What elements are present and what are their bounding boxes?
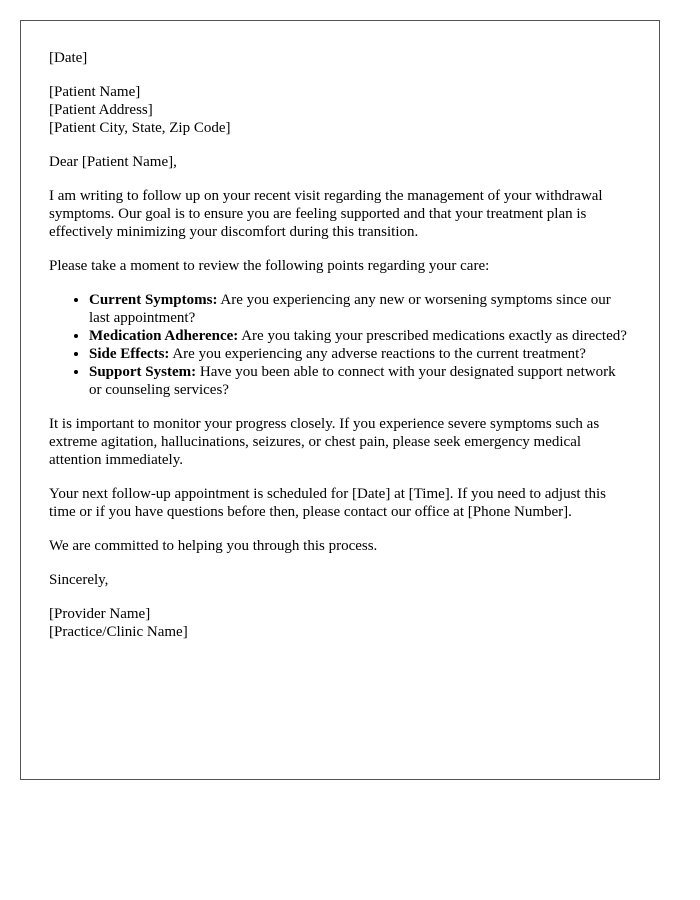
list-item xyxy=(89,291,631,327)
list-item xyxy=(89,345,631,363)
point-text: Are you experiencing any new or worsening symptoms since our last appointment? xyxy=(89,292,611,326)
point-label: Support System: xyxy=(89,364,197,380)
patient-city-state-zip: [Patient City, State, Zip Code] xyxy=(49,120,231,136)
list-item xyxy=(89,363,631,399)
appointment-paragraph: Your next follow-up appointment is scheduled for [Date] at [Time]. If you need to adjust this time or if you have questions before then, please contact our office at [Phone Number]. xyxy=(49,486,606,520)
intro-paragraph: I am writing to follow up on your recent visit regarding the management of your withdrawal symptoms. Our goal is to ensure you are feeling supported and that your treatment plan is effectively minimizing your discomfort during this transition. xyxy=(49,188,603,240)
practice-name: [Practice/Clinic Name] xyxy=(49,624,188,640)
point-label: Side Effects: xyxy=(89,346,170,362)
letter-date: [Date] xyxy=(49,50,88,66)
point-text: Are you taking your prescribed medications exactly as directed? xyxy=(238,328,627,344)
patient-address-block xyxy=(49,83,631,137)
point-label: Medication Adherence: xyxy=(89,328,239,344)
salutation: Dear [Patient Name], xyxy=(49,154,177,170)
point-label: Current Symptoms: xyxy=(89,292,218,308)
provider-name: [Provider Name] xyxy=(49,606,151,622)
closing: Sincerely, xyxy=(49,572,109,588)
list-item xyxy=(89,327,631,345)
patient-address: [Patient Address] xyxy=(49,102,153,118)
patient-name: [Patient Name] xyxy=(49,84,141,100)
letter-document xyxy=(20,20,660,780)
care-points-list xyxy=(49,291,631,399)
point-text: Have you been able to connect with your designated support network or counseling services? xyxy=(89,364,616,398)
signature-block xyxy=(49,605,631,641)
monitoring-paragraph: It is important to monitor your progress closely. If you experience severe symptoms such as extreme agitation, hallucinations, seizures, or chest pain, please seek emergency medical attention immediately. xyxy=(49,416,600,468)
review-prompt: Please take a moment to review the following points regarding your care: xyxy=(49,258,490,274)
point-text: Are you experiencing any adverse reactions to the current treatment? xyxy=(169,346,586,362)
commitment-paragraph: We are committed to helping you through this process. xyxy=(49,538,378,554)
